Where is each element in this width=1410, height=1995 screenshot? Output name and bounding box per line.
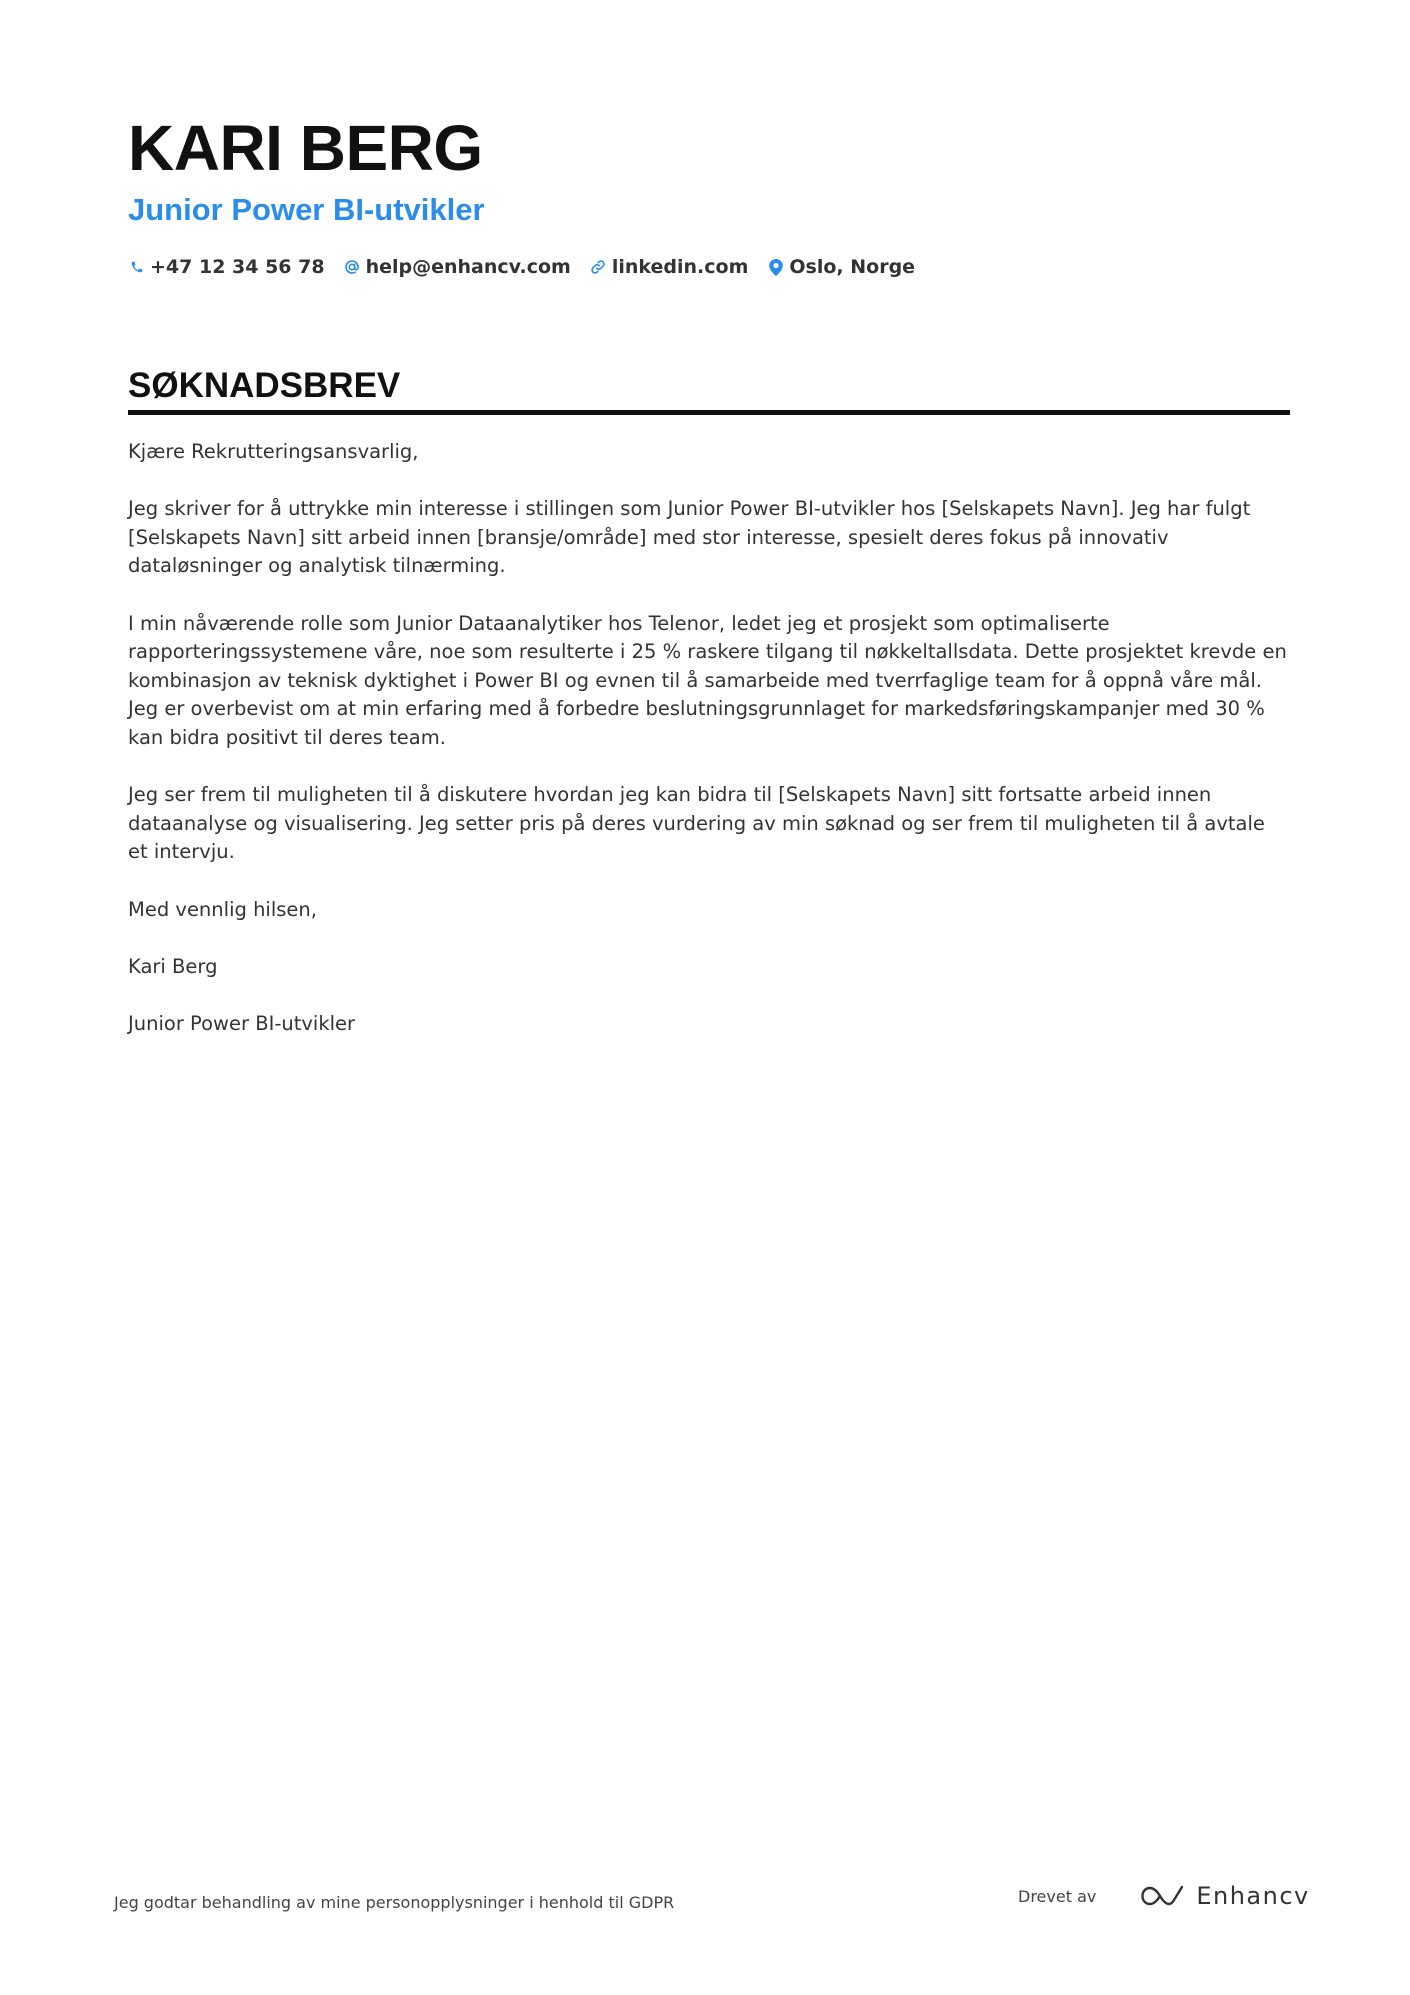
section-title: SØKNADSBREV bbox=[128, 366, 401, 405]
location-pin-icon bbox=[767, 255, 784, 279]
gdpr-consent-note: Jeg godtar behandling av mine personopplysninger i henhold til GDPR bbox=[114, 1893, 675, 1912]
signature-name: Kari Berg bbox=[128, 954, 218, 978]
powered-by[interactable] bbox=[1018, 1882, 1310, 1910]
contact-email-text: help@enhancv.com bbox=[365, 256, 571, 278]
letter-paragraph: Jeg ser frem til muligheten til å diskutere hvordan jeg kan bidra til [Selskapets Navn] sitt fortsatte arbeid innen dataanalyse og visualisering. Jeg setter pris på deres vurdering av min søknad og ser frem til muligheten til å avtale et intervju. bbox=[128, 783, 1265, 864]
letter-body bbox=[128, 438, 1290, 1067]
contact-bar bbox=[128, 254, 934, 280]
link-icon bbox=[590, 255, 607, 279]
letter-closing: Med vennlig hilsen, bbox=[128, 897, 317, 921]
section-divider bbox=[128, 410, 1290, 415]
letter-paragraph: Jeg skriver for å uttrykke min interesse i stillingen som Junior Power BI-utvikler hos [Selskapets Navn]. Jeg har fulgt [Selskapets Navn] sitt arbeid innen [bransje/område] med stor interesse, spesielt deres fokus på innovativ dataløsninger og analytisk tilnærming. bbox=[128, 497, 1251, 578]
contact-phone[interactable] bbox=[128, 254, 325, 280]
contact-location bbox=[767, 254, 915, 280]
candidate-title: Junior Power BI-utvikler bbox=[128, 192, 485, 227]
signature-title: Junior Power BI-utvikler bbox=[128, 1011, 356, 1035]
at-icon bbox=[344, 255, 361, 279]
contact-email[interactable] bbox=[344, 254, 571, 280]
phone-icon bbox=[128, 255, 145, 279]
candidate-name: KARI BERG bbox=[128, 112, 483, 184]
powered-by-label: Drevet av bbox=[1018, 1886, 1097, 1906]
contact-linkedin[interactable] bbox=[590, 254, 749, 280]
contact-location-text: Oslo, Norge bbox=[789, 256, 916, 278]
contact-linkedin-text: linkedin.com bbox=[611, 256, 749, 278]
enhancv-logo-icon bbox=[1140, 1884, 1186, 1908]
letter-greeting: Kjære Rekrutteringsansvarlig, bbox=[128, 440, 419, 463]
letter-paragraph: I min nåværende rolle som Junior Dataanalytiker hos Telenor, ledet jeg et prosjekt som optimaliserte rapporteringssystemene våre, noe som resulterte i 25 % raskere tilgang til nøkkeltallsdata. Dette prosjektet krevde en kombinasjon av teknisk dyktighet i Power BI og evnen til å samarbeide med tverrfaglige team for å oppnå våre mål. Jeg er overbevist om at min erfaring med å forbedre beslutningsgrunnlaget for markedsføringskampanjer med 30 % kan bidra positivt til deres team. bbox=[128, 611, 1287, 749]
enhancv-logo-text: Enhancv bbox=[1196, 1882, 1310, 1910]
contact-phone-text: +47 12 34 56 78 bbox=[150, 256, 325, 278]
